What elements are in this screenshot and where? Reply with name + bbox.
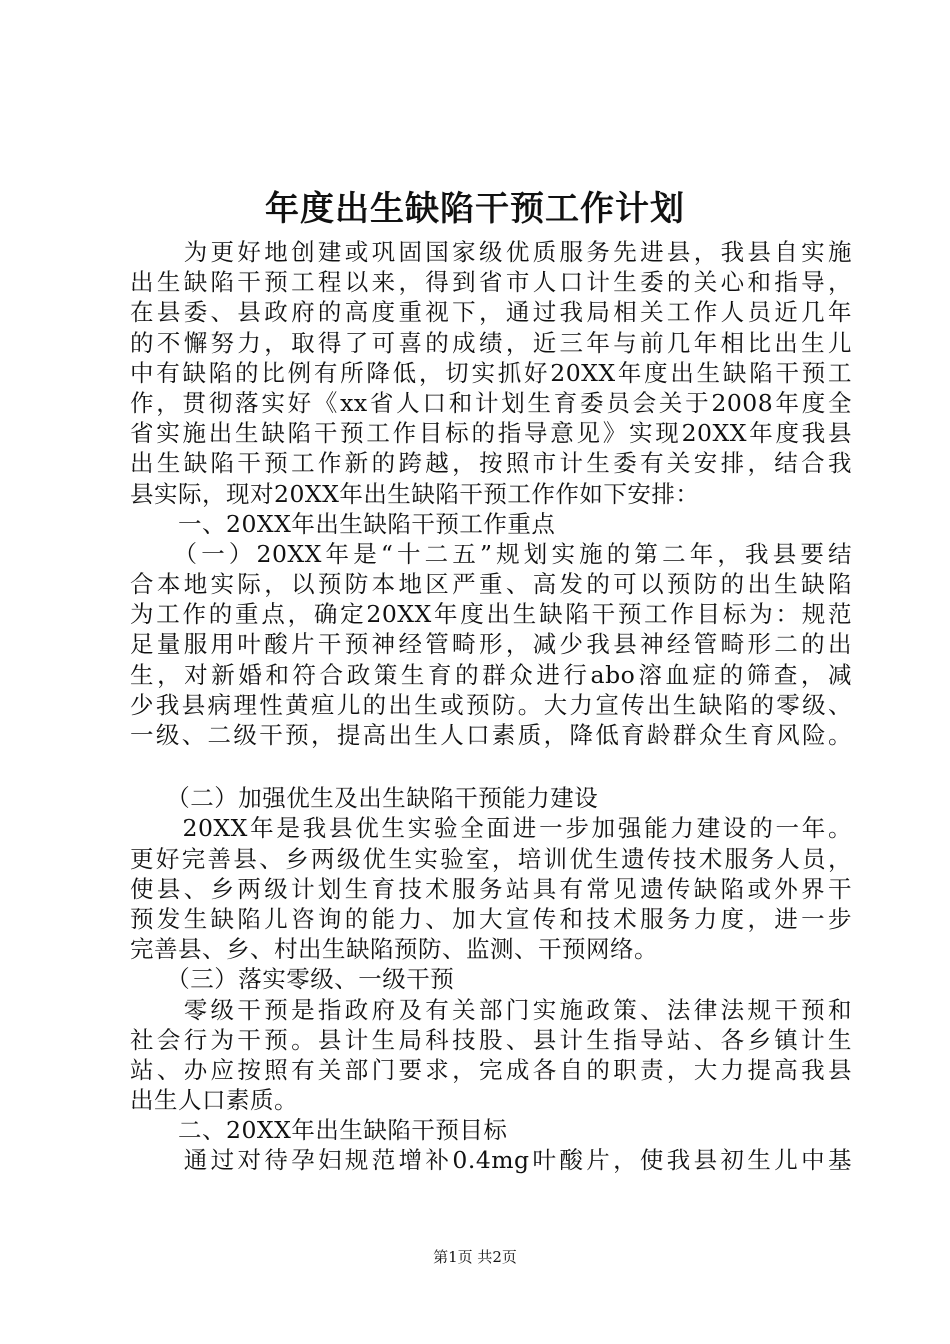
subsection-heading: （二）加强优生及出生缺陷干预能力建设: [130, 784, 599, 813]
body-line: （一）20XX年是“十二五”规划实施的第二年，我县要结: [130, 539, 852, 568]
body-line: 出生缺陷干预工程以来，得到省市人口计生委的关心和指导，: [130, 268, 852, 297]
document-body: [130, 237, 852, 1176]
body-line: 少我县病理性黄疸儿的出生或预防。大力宣传出生缺陷的零级、: [130, 690, 852, 719]
body-line: 足量服用叶酸片干预神经管畸形，减少我县神经管畸形二的出: [130, 630, 852, 659]
body-line: 的不懈努力，取得了可喜的成绩，近三年与前几年相比出生儿: [130, 328, 852, 357]
body-line: 县实际，现对20XX年出生缺陷干预工作作如下安排：: [130, 479, 700, 508]
body-line: 作，贯彻落实好《xx省人口和计划生育委员会关于2008年度全: [130, 388, 852, 417]
body-line: 通过对待孕妇规范增补0.4mg叶酸片，使我县初生儿中基: [130, 1146, 852, 1175]
document-title: 年度出生缺陷干预工作计划: [265, 189, 685, 229]
body-line: 生，对新婚和符合政策生育的群众进行abo溶血症的筛查，减: [130, 660, 852, 689]
subsection-heading: （三）落实零级、一级干预: [130, 965, 455, 994]
body-line: 出生人口素质。: [130, 1086, 298, 1115]
body-line: 为工作的重点，确定20XX年度出生缺陷干预工作目标为：规范: [130, 600, 852, 629]
body-line: 使县、乡两级计划生育技术服务站具有常见遗传缺陷或外界干: [130, 874, 852, 903]
page-footer: 第1页 共2页: [433, 1248, 517, 1266]
section-heading: 二、20XX年出生缺陷干预目标: [130, 1116, 508, 1145]
blank-line: [130, 750, 852, 783]
body-line: 预发生缺陷儿咨询的能力、加大宣传和技术服务力度，进一步: [130, 904, 852, 933]
body-line: 出生缺陷干预工作新的跨越，按照市计生委有关安排，结合我: [130, 449, 852, 478]
body-line: 省实施出生缺陷干预工作目标的指导意见》实现20XX年度我县: [130, 419, 852, 448]
body-line: 在县委、县政府的高度重视下，通过我局相关工作人员近几年: [130, 298, 852, 327]
body-line: 站、办应按照有关部门要求，完成各自的职责，大力提高我县: [130, 1055, 852, 1084]
body-line: 社会行为干预。县计生局科技股、县计生指导站、各乡镇计生: [130, 1025, 852, 1054]
body-line: 完善县、乡、村出生缺陷预防、监测、干预网络。: [130, 935, 658, 964]
body-line: 更好完善县、乡两级优生实验室，培训优生遗传技术服务人员，: [130, 844, 852, 873]
body-line: 为更好地创建或巩固国家级优质服务先进县，我县自实施: [130, 238, 852, 266]
section-heading: 一、20XX年出生缺陷干预工作重点: [130, 509, 556, 538]
body-line: 20XX年是我县优生实验全面进一步加强能力建设的一年。: [130, 814, 852, 843]
body-line: 合本地实际，以预防本地区严重、高发的可以预防的出生缺陷: [130, 570, 852, 599]
body-line: 一级、二级干预，提高出生人口素质，降低育龄群众生育风险。: [130, 721, 852, 749]
body-line: 零级干预是指政府及有关部门实施政策、法律法规干预和: [130, 995, 852, 1024]
body-line: 中有缺陷的比例有所降低，切实抓好20XX年度出生缺陷干预工: [130, 358, 852, 387]
